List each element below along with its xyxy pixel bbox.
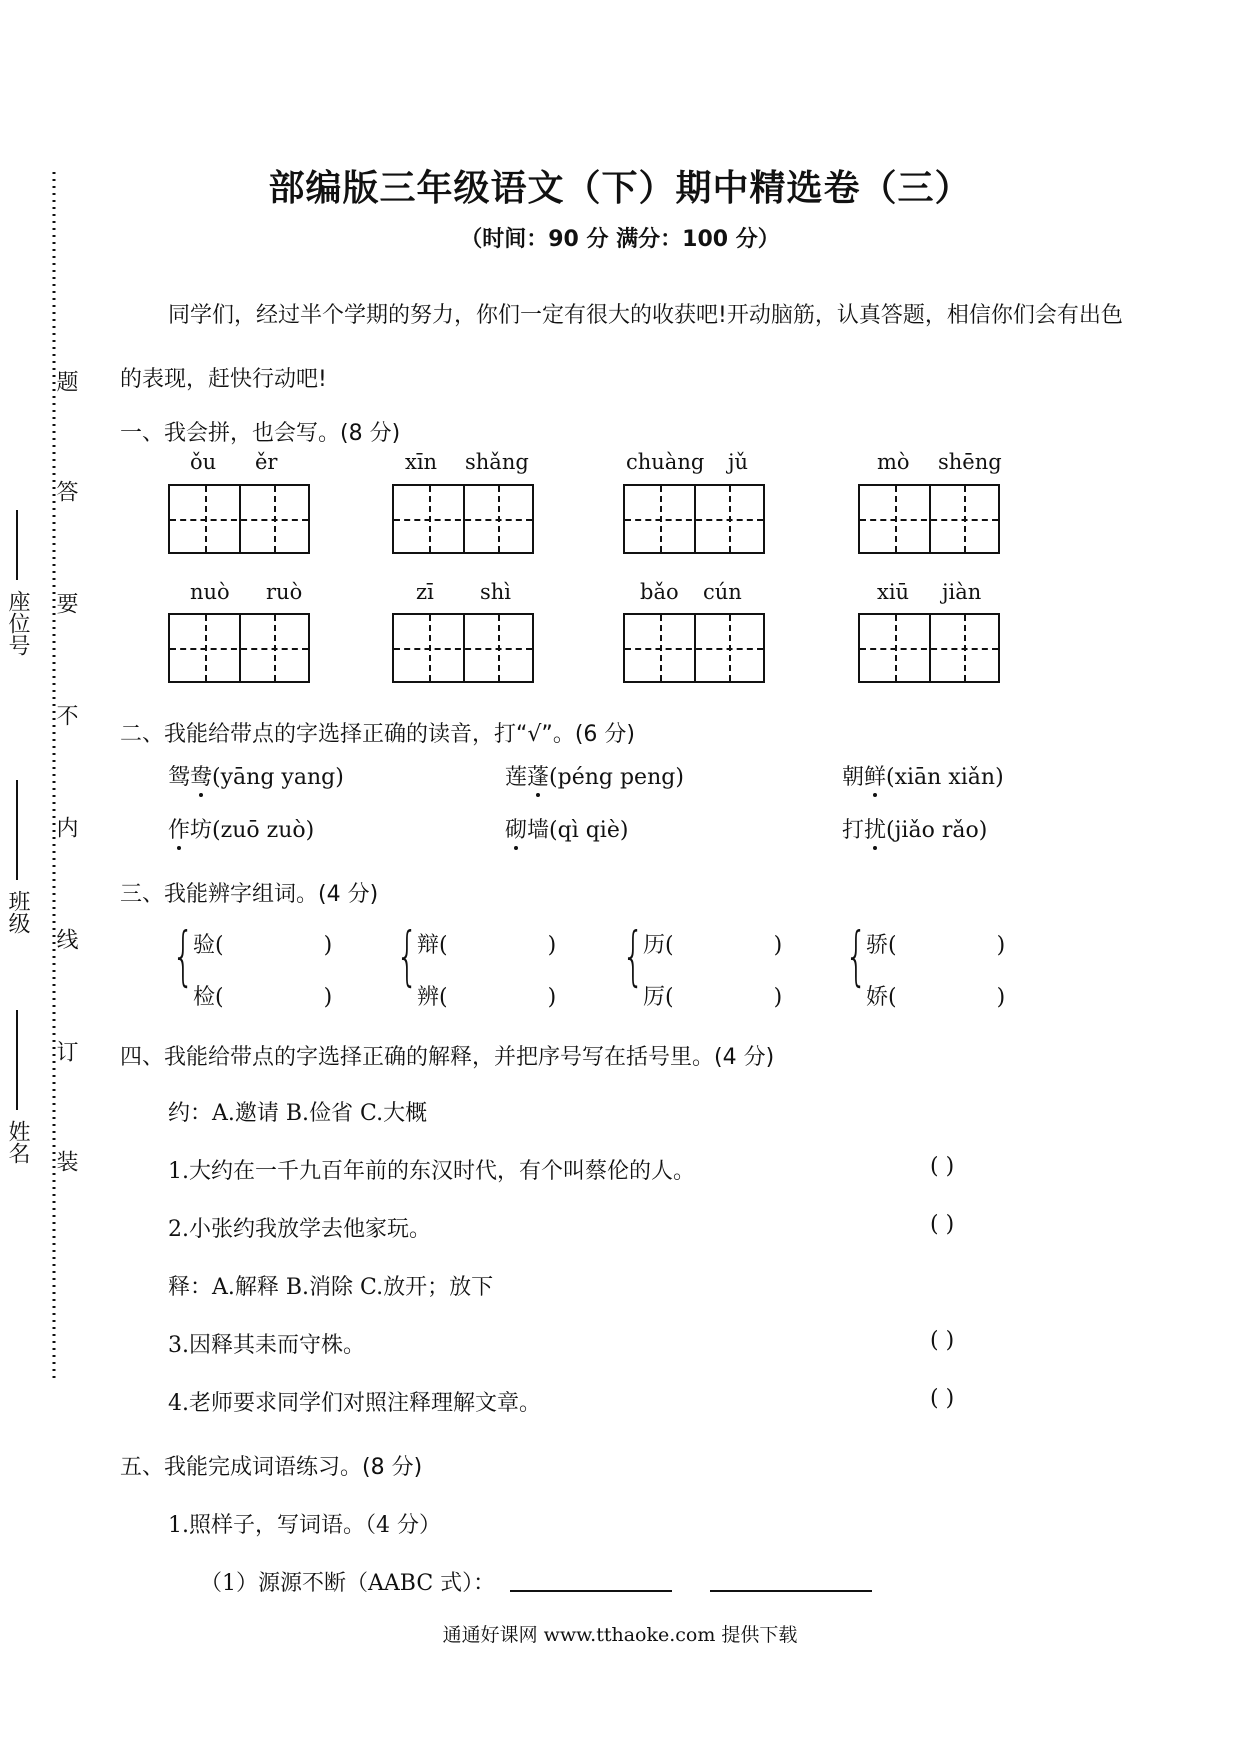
- word-pair-1b[interactable]: 检( ): [193, 985, 333, 1010]
- word-pair-3a[interactable]: 历( ): [643, 933, 783, 958]
- answer-1[interactable]: ( ): [930, 1154, 955, 1179]
- pinyin-2a: xīn: [405, 450, 438, 474]
- seat-number-blank[interactable]: [16, 510, 18, 580]
- char-box-7[interactable]: [623, 613, 765, 683]
- pinyin-6b: shì: [480, 580, 512, 604]
- word-pair-2b[interactable]: 辨( ): [417, 985, 557, 1010]
- seal-char-3: 要: [53, 592, 78, 614]
- definition-shi: 释：A.解释 B.消除 C.放开；放下: [168, 1275, 494, 1300]
- exam-time-score: （时间：90 分 满分：100 分）: [460, 227, 780, 252]
- section-1-heading: 一、我会拼，也会写。(8 分): [120, 421, 401, 446]
- pinyin-8a: xiū: [877, 580, 910, 604]
- page-footer: 通通好课网 www.tthaoke.com 提供下载: [442, 1624, 798, 1646]
- char-box-3[interactable]: [623, 484, 765, 554]
- reading-item-6[interactable]: 打扰(jiǎo rǎo): [842, 818, 988, 843]
- seal-char-7: 订: [53, 1040, 78, 1062]
- pinyin-3b: jǔ: [728, 450, 749, 474]
- reading-item-4[interactable]: 作坊(zuō zuò): [168, 818, 315, 843]
- brace-4: {: [845, 920, 868, 994]
- question-3: 3.因释其耒而守株。: [168, 1333, 365, 1358]
- char-box-1[interactable]: [168, 484, 310, 554]
- reading-item-5[interactable]: 砌墙(qì qiè): [505, 818, 629, 843]
- page-title: 部编版三年级语文（下）期中精选卷（三）: [268, 168, 972, 209]
- char-box-5[interactable]: [168, 613, 310, 683]
- sub-question-1: 1.照样子，写词语。（4 分）: [168, 1513, 441, 1538]
- reading-item-3[interactable]: 朝鲜(xiān xiǎn): [842, 765, 1004, 790]
- question-2: 2.小张约我放学去他家玩。: [168, 1217, 431, 1242]
- pinyin-2b: shǎng: [465, 450, 529, 474]
- class-label: 班级: [5, 890, 30, 934]
- pinyin-5a: nuò: [190, 580, 230, 604]
- definition-yue: 约：A.邀请 B.俭省 C.大概: [168, 1101, 428, 1126]
- reading-item-2[interactable]: 莲蓬(péng peng): [505, 765, 684, 790]
- section-5-heading: 五、我能完成词语练习。(8 分): [120, 1455, 423, 1480]
- pinyin-1b: ěr: [255, 450, 278, 474]
- brace-2: {: [396, 920, 419, 994]
- reading-item-1[interactable]: 鸳鸯(yāng yang): [168, 765, 344, 790]
- pinyin-5b: ruò: [266, 580, 303, 604]
- answer-3[interactable]: ( ): [930, 1328, 955, 1353]
- question-1: 1.大约在一千九百年前的东汉时代，有个叫蔡伦的人。: [168, 1159, 695, 1184]
- binding-dotted-line: [50, 172, 58, 1382]
- char-box-4[interactable]: [858, 484, 1000, 554]
- word-pair-3b[interactable]: 厉( ): [643, 985, 783, 1010]
- answer-blank-2[interactable]: [710, 1590, 872, 1592]
- seal-char-1: 题: [53, 370, 78, 392]
- pinyin-4b: shēng: [938, 450, 1002, 474]
- word-pair-2a[interactable]: 辩( ): [417, 933, 557, 958]
- pinyin-3a: chuàng: [626, 450, 705, 474]
- pinyin-4a: mò: [877, 450, 910, 474]
- pinyin-1a: ǒu: [190, 450, 217, 474]
- char-box-6[interactable]: [392, 613, 534, 683]
- brace-3: {: [622, 920, 645, 994]
- name-blank[interactable]: [16, 1010, 18, 1110]
- section-2-heading: 二、我能给带点的字选择正确的读音，打“√”。(6 分): [120, 722, 635, 747]
- name-label: 姓名: [5, 1120, 30, 1164]
- pinyin-8b: jiàn: [942, 580, 982, 604]
- seal-char-8: 装: [53, 1150, 78, 1172]
- intro-paragraph: 同学们，经过半个学期的努力，你们一定有很大的收获吧!开动脑筋，认真答题，相信你们会有出色的表现，赶快行动吧!: [120, 303, 1123, 392]
- word-pair-1a[interactable]: 验( ): [193, 933, 333, 958]
- brace-1: {: [172, 920, 195, 994]
- answer-4[interactable]: ( ): [930, 1386, 955, 1411]
- section-3-heading: 三、我能辨字组词。(4 分): [120, 882, 379, 907]
- answer-2[interactable]: ( ): [930, 1212, 955, 1237]
- section-4-heading: 四、我能给带点的字选择正确的解释，并把序号写在括号里。(4 分): [120, 1045, 775, 1070]
- pinyin-7a: bǎo: [640, 580, 679, 604]
- item-1-prompt: （1）源源不断（AABC 式）：: [200, 1571, 496, 1596]
- seal-char-2: 答: [53, 480, 78, 502]
- answer-blank-1[interactable]: [510, 1590, 672, 1592]
- question-4: 4.老师要求同学们对照注释理解文章。: [168, 1391, 541, 1416]
- word-pair-4a[interactable]: 骄( ): [866, 933, 1006, 958]
- class-blank[interactable]: [16, 780, 18, 880]
- seat-number-label: 座位号: [5, 590, 30, 656]
- char-box-2[interactable]: [392, 484, 534, 554]
- word-pair-4b[interactable]: 娇( ): [866, 985, 1006, 1010]
- seal-char-6: 线: [53, 928, 78, 950]
- char-box-8[interactable]: [858, 613, 1000, 683]
- seal-char-4: 不: [53, 704, 78, 726]
- seal-char-5: 内: [53, 816, 78, 838]
- pinyin-7b: cún: [703, 580, 742, 604]
- pinyin-6a: zī: [416, 580, 434, 604]
